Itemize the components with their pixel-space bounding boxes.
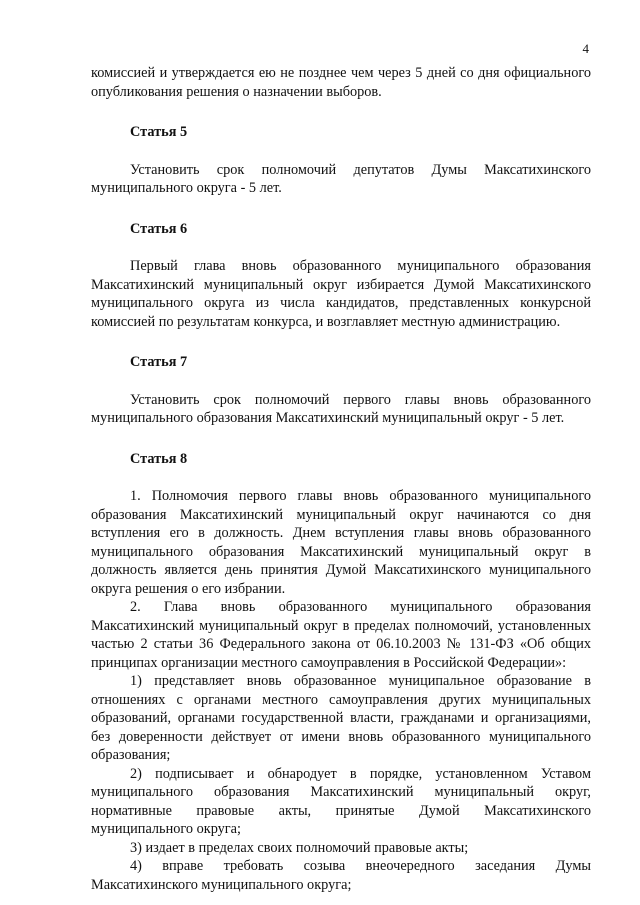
article-8-item-1: 1) представляет вновь образованное муниципальное образование в отношениях с органами местного самоуправления других муниципальных образований, органами государственной власти, гражданами и организациями, без доверенности действует от имени вновь образованного муниципального образования; <box>91 673 591 763</box>
article-8-heading: Статья 8 <box>130 450 188 467</box>
article-8-item-4: 4) вправе требовать созыва внеочередного заседания Думы Максатихинского муниципального округа; <box>91 858 591 893</box>
page-number: 4 <box>582 41 589 56</box>
intro-paragraph: комиссией и утверждается ею не позднее чем через 5 дней со дня официального опубликования решения о назначении выборов. <box>91 65 591 100</box>
article-6-text: Первый глава вновь образованного муниципального образования Максатихинский муниципальный округ избирается Думой Максатихинского муниципального округа из числа кандидатов, представленных конкурсной комиссией по результатам конкурса, и возглавляет местную администрацию. <box>91 258 591 330</box>
article-8-item-2: 2) подписывает и обнародует в порядке, установленном Уставом муниципального образования Максатихинский муниципальный округ, нормативные правовые акты, принятые Думой Максатихинского муниципального округа; <box>91 765 591 837</box>
article-7-text: Установить срок полномочий первого главы вновь образованного муниципального образования Максатихинский муниципальный округ - 5 лет. <box>91 391 591 426</box>
document-body <box>91 64 591 894</box>
article-6-heading: Статья 6 <box>130 220 188 237</box>
article-8-item-3: 3) издает в пределах своих полномочий правовые акты; <box>130 839 469 856</box>
article-8-paragraph-1: 1. Полномочия первого главы вновь образованного муниципального образования Максатихинский муниципальный округ начинаются со дня вступления его в должность. Днем вступления главы вновь образованного муниципального образования Максатихинский муниципальный округ в должность является день принятия Думой Максатихинского муниципального округа решения о его избрании. <box>91 488 591 597</box>
article-5-heading: Статья 5 <box>130 124 188 140</box>
article-7-heading: Статья 7 <box>130 354 188 370</box>
article-5-text: Установить срок полномочий депутатов Думы Максатихинского муниципального округа - 5 лет. <box>91 161 591 196</box>
article-8-paragraph-2: 2. Глава вновь образованного муниципального образования Максатихинский муниципальный округ в пределах полномочий, установленных частью 2 статьи 36 Федерального закона от 06.10.2003 № 131-ФЗ «Об общих принципах организации местного самоуправления в Российской Федерации»: <box>91 599 591 671</box>
